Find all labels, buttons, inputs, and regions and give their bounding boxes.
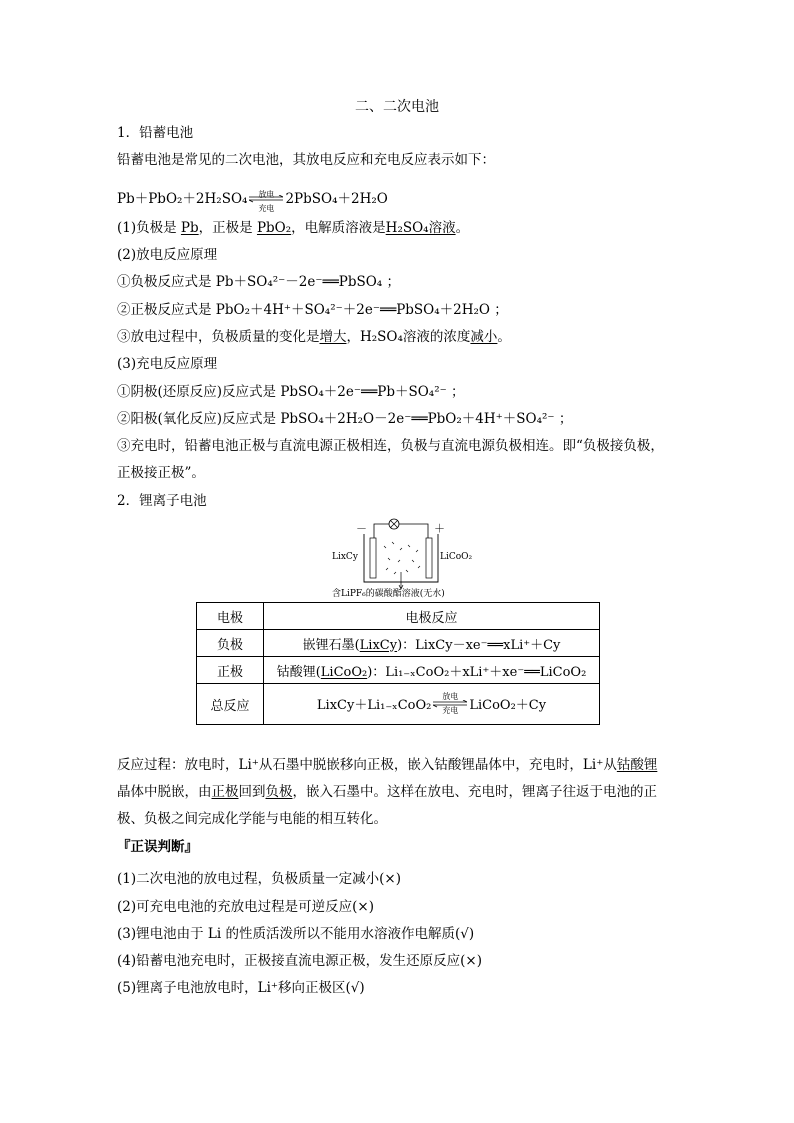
cell-overall-reaction (264, 684, 600, 725)
answer: 钴酸锂 (616, 757, 658, 773)
charge-heading: (3)充电反应原理 (117, 356, 218, 372)
lead-acid-intro: 铅蓄电池是常见的二次电池，其放电反应和充电反应表示如下： (117, 152, 495, 168)
judge-item-4: (4)铅蓄电池充电时，正极接直流电源正极，发生还原反应(×) (117, 953, 482, 969)
arrow-label-charge: 充电 (442, 706, 459, 716)
text: LixCy＋Li₁₋ₓCoO₂ (316, 697, 432, 713)
text: 回到 (238, 784, 266, 800)
header-reaction: 电极反应 (264, 603, 600, 630)
anode-label: LixCy (332, 552, 358, 562)
text: ，嵌入石墨中。这样在放电、充电时，锂离子往返于电池的正 (292, 784, 657, 800)
discharge-negative: ①负极反应式是 Pb＋SO₄²⁻－2e⁻══PbSO₄ ； (117, 274, 400, 290)
reversible-arrow (249, 189, 283, 213)
text: LiCoO₂＋Cy (469, 697, 547, 713)
table-row (197, 657, 600, 684)
cell-positive: 正极 (197, 657, 264, 684)
text: ，电解质溶液是 (291, 220, 386, 236)
charge-cathode: ①阴极(还原反应)反应式是 PbSO₄＋2e⁻══Pb＋SO₄²⁻ ； (117, 384, 465, 400)
text: )：LixCy－xe⁻══xLi⁺＋Cy (397, 637, 561, 653)
text: 。 (497, 329, 511, 345)
equation-left: Pb＋PbO₂＋2H₂SO₄ (117, 191, 248, 207)
charge-note-2: 正极接正极”。 (117, 465, 205, 481)
judge-heading: 『正误判断』 (117, 839, 198, 855)
text: 晶体中脱嵌，由 (117, 784, 212, 800)
process-line-3: 极、负极之间完成化学能与电能的相互转化。 (117, 811, 387, 827)
answer-negative: Pb (180, 220, 199, 236)
text: (1)负极是 (117, 220, 181, 236)
answer: LixCy (359, 637, 398, 653)
text: )：Li₁₋ₓCoO₂＋xLi⁺＋xe⁻══LiCoO₂ (367, 664, 587, 680)
answer: LiCoO₂ (320, 664, 368, 680)
text: 反应过程：放电时，Li⁺从石墨中脱嵌移向正极，嵌入钴酸锂晶体中，充电时，Li⁺从 (117, 757, 617, 773)
electrode-question (117, 219, 469, 237)
header-electrode: 电极 (197, 603, 264, 630)
cell-overall: 总反应 (197, 684, 264, 725)
answer-electrolyte: H₂SO₄溶液 (385, 220, 456, 236)
text: ，H₂SO₄溶液的浓度 (346, 329, 471, 345)
cell-negative-reaction (264, 630, 600, 657)
answer: 正极 (211, 784, 239, 800)
text: ，正极是 (198, 220, 257, 236)
equation-right: 2PbSO₄＋2H₂O (285, 191, 388, 207)
electrolyte-caption: 含LiPF₆的碳酸酯溶液(无水) (332, 589, 445, 599)
section-heading-lead-acid: 1．铅蓄电池 (117, 125, 194, 141)
table-row (197, 630, 600, 657)
discharge-heading: (2)放电反应原理 (117, 247, 218, 263)
charge-anode: ②阳极(氧化反应)反应式是 PbSO₄＋2H₂O－2e⁻══PbO₂＋4H⁺＋SO₄²⁻ ； (117, 411, 573, 427)
arrow-label-discharge: 放电 (442, 692, 459, 702)
text: 。 (455, 220, 470, 236)
judge-item-2: (2)可充电电池的充放电过程是可逆反应(×) (117, 899, 374, 915)
discharge-mass-change (117, 328, 511, 346)
discharge-positive: ②正极反应式是 PbO₂＋4H⁺＋SO₄²⁻＋2e⁻══PbSO₄＋2H₂O ； (117, 302, 508, 318)
electrode-reaction-table (196, 602, 600, 725)
lead-acid-equation (117, 189, 388, 213)
section-heading-li-ion: 2．锂离子电池 (117, 493, 207, 509)
page-title: 二、二次电池 (355, 99, 439, 115)
cell-positive-reaction (264, 657, 600, 684)
plus-sign: ＋ (434, 522, 445, 535)
answer-positive: PbO₂ (256, 220, 292, 236)
li-ion-diagram (326, 512, 476, 598)
minus-sign: － (356, 522, 367, 535)
table-row (197, 684, 600, 725)
arrow-label-charge: 充电 (258, 203, 275, 213)
text: 嵌锂石墨( (302, 637, 360, 653)
process-line-2 (117, 783, 657, 801)
answer: 减小 (470, 329, 498, 345)
arrow-label-discharge: 放电 (258, 189, 275, 199)
reversible-arrow (433, 692, 467, 716)
answer: 增大 (319, 329, 347, 345)
answer: 负极 (265, 784, 293, 800)
judge-item-5: (5)锂离子电池放电时，Li⁺移向正极区(√) (117, 980, 365, 996)
cell-negative: 负极 (197, 630, 264, 657)
text: ③放电过程中，负极质量的变化是 (117, 329, 320, 345)
judge-item-1: (1)二次电池的放电过程，负极质量一定减小(×) (117, 871, 401, 887)
process-line-1 (117, 756, 657, 774)
cathode-label: LiCoO₂ (440, 552, 473, 562)
text: 钴酸锂( (276, 664, 321, 680)
charge-note-1: ③充电时，铅蓄电池正极与直流电源正极相连，负极与直流电源负极相连。即“负极接负极， (117, 438, 664, 454)
table-row (197, 603, 600, 630)
judge-item-3: (3)锂电池由于 Li 的性质活泼所以不能用水溶液作电解质(√) (117, 926, 475, 942)
